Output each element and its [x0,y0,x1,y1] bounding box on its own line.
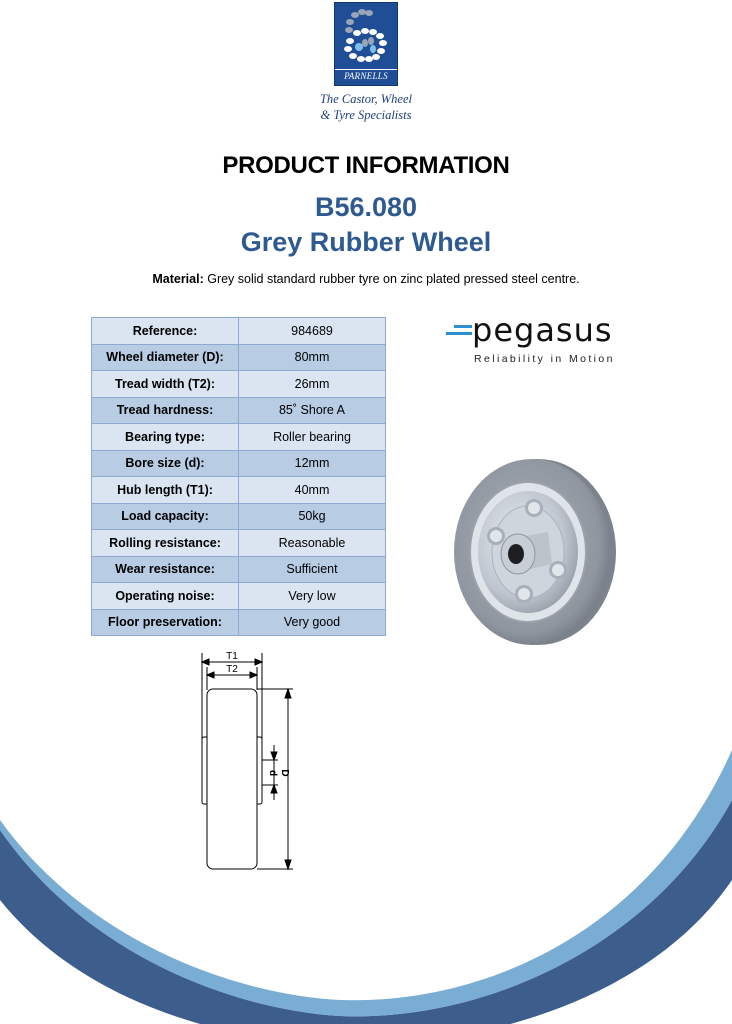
specs-table [91,317,386,636]
spec-label: Bearing type: [92,424,239,451]
wheel-photo [448,456,620,648]
table-row [92,503,386,530]
table-row [92,397,386,424]
brand-tagline: Reliability in Motion [474,353,615,365]
label-bore-d: d [267,769,278,777]
spec-value: 40mm [239,477,386,504]
label-t2: T2 [226,664,238,675]
spec-value: Reasonable [239,530,386,557]
parnells-logo [334,2,398,86]
table-row [92,424,386,451]
spec-label: Floor preservation: [92,609,239,636]
material-description [0,272,732,286]
spec-value: 26mm [239,371,386,398]
spec-label: Reference: [92,318,239,345]
pegasus-dash-icon [454,325,472,328]
label-t1: T1 [226,651,238,662]
table-row [92,477,386,504]
spec-value: 50kg [239,503,386,530]
spec-value: Very good [239,609,386,636]
table-row [92,583,386,610]
spec-label: Load capacity: [92,503,239,530]
tagline-line-1: The Castor, Wheel [319,92,412,106]
product-code: B56.080 [314,192,418,222]
tagline-line-2: & Tyre Specialists [320,108,412,122]
technical-drawing [190,645,310,885]
label-diameter-D: D [279,769,290,777]
page-title: PRODUCT INFORMATION [222,152,510,179]
table-row [92,344,386,371]
spec-value: 12mm [239,450,386,477]
spec-value: Roller bearing [239,424,386,451]
spec-label: Wheel diameter (D): [92,344,239,371]
pegasus-dash-icon [446,332,472,335]
table-row [92,371,386,398]
table-row [92,609,386,636]
spec-label: Operating noise: [92,583,239,610]
material-text: Grey solid standard rubber tyre on zinc plated pressed steel centre. [203,272,580,286]
spec-label: Tread hardness: [92,397,239,424]
spec-value: 984689 [239,318,386,345]
material-label: Material: [152,272,204,286]
spec-value: Very low [239,583,386,610]
logo-name: PARNELLS [335,69,397,81]
spec-label: Tread width (T2): [92,371,239,398]
table-row [92,556,386,583]
spec-label: Wear resistance: [92,556,239,583]
spec-label: Hub length (T1): [92,477,239,504]
spec-label: Bore size (d): [92,450,239,477]
brand-name: pegasus [472,311,613,349]
table-row [92,530,386,557]
product-name: Grey Rubber Wheel [240,227,492,257]
spec-value: 85˚ Shore A [239,397,386,424]
spec-value: Sufficient [239,556,386,583]
parnells-dots-icon [335,5,397,69]
table-row [92,318,386,345]
spec-label: Rolling resistance: [92,530,239,557]
table-row [92,450,386,477]
spec-value: 80mm [239,344,386,371]
